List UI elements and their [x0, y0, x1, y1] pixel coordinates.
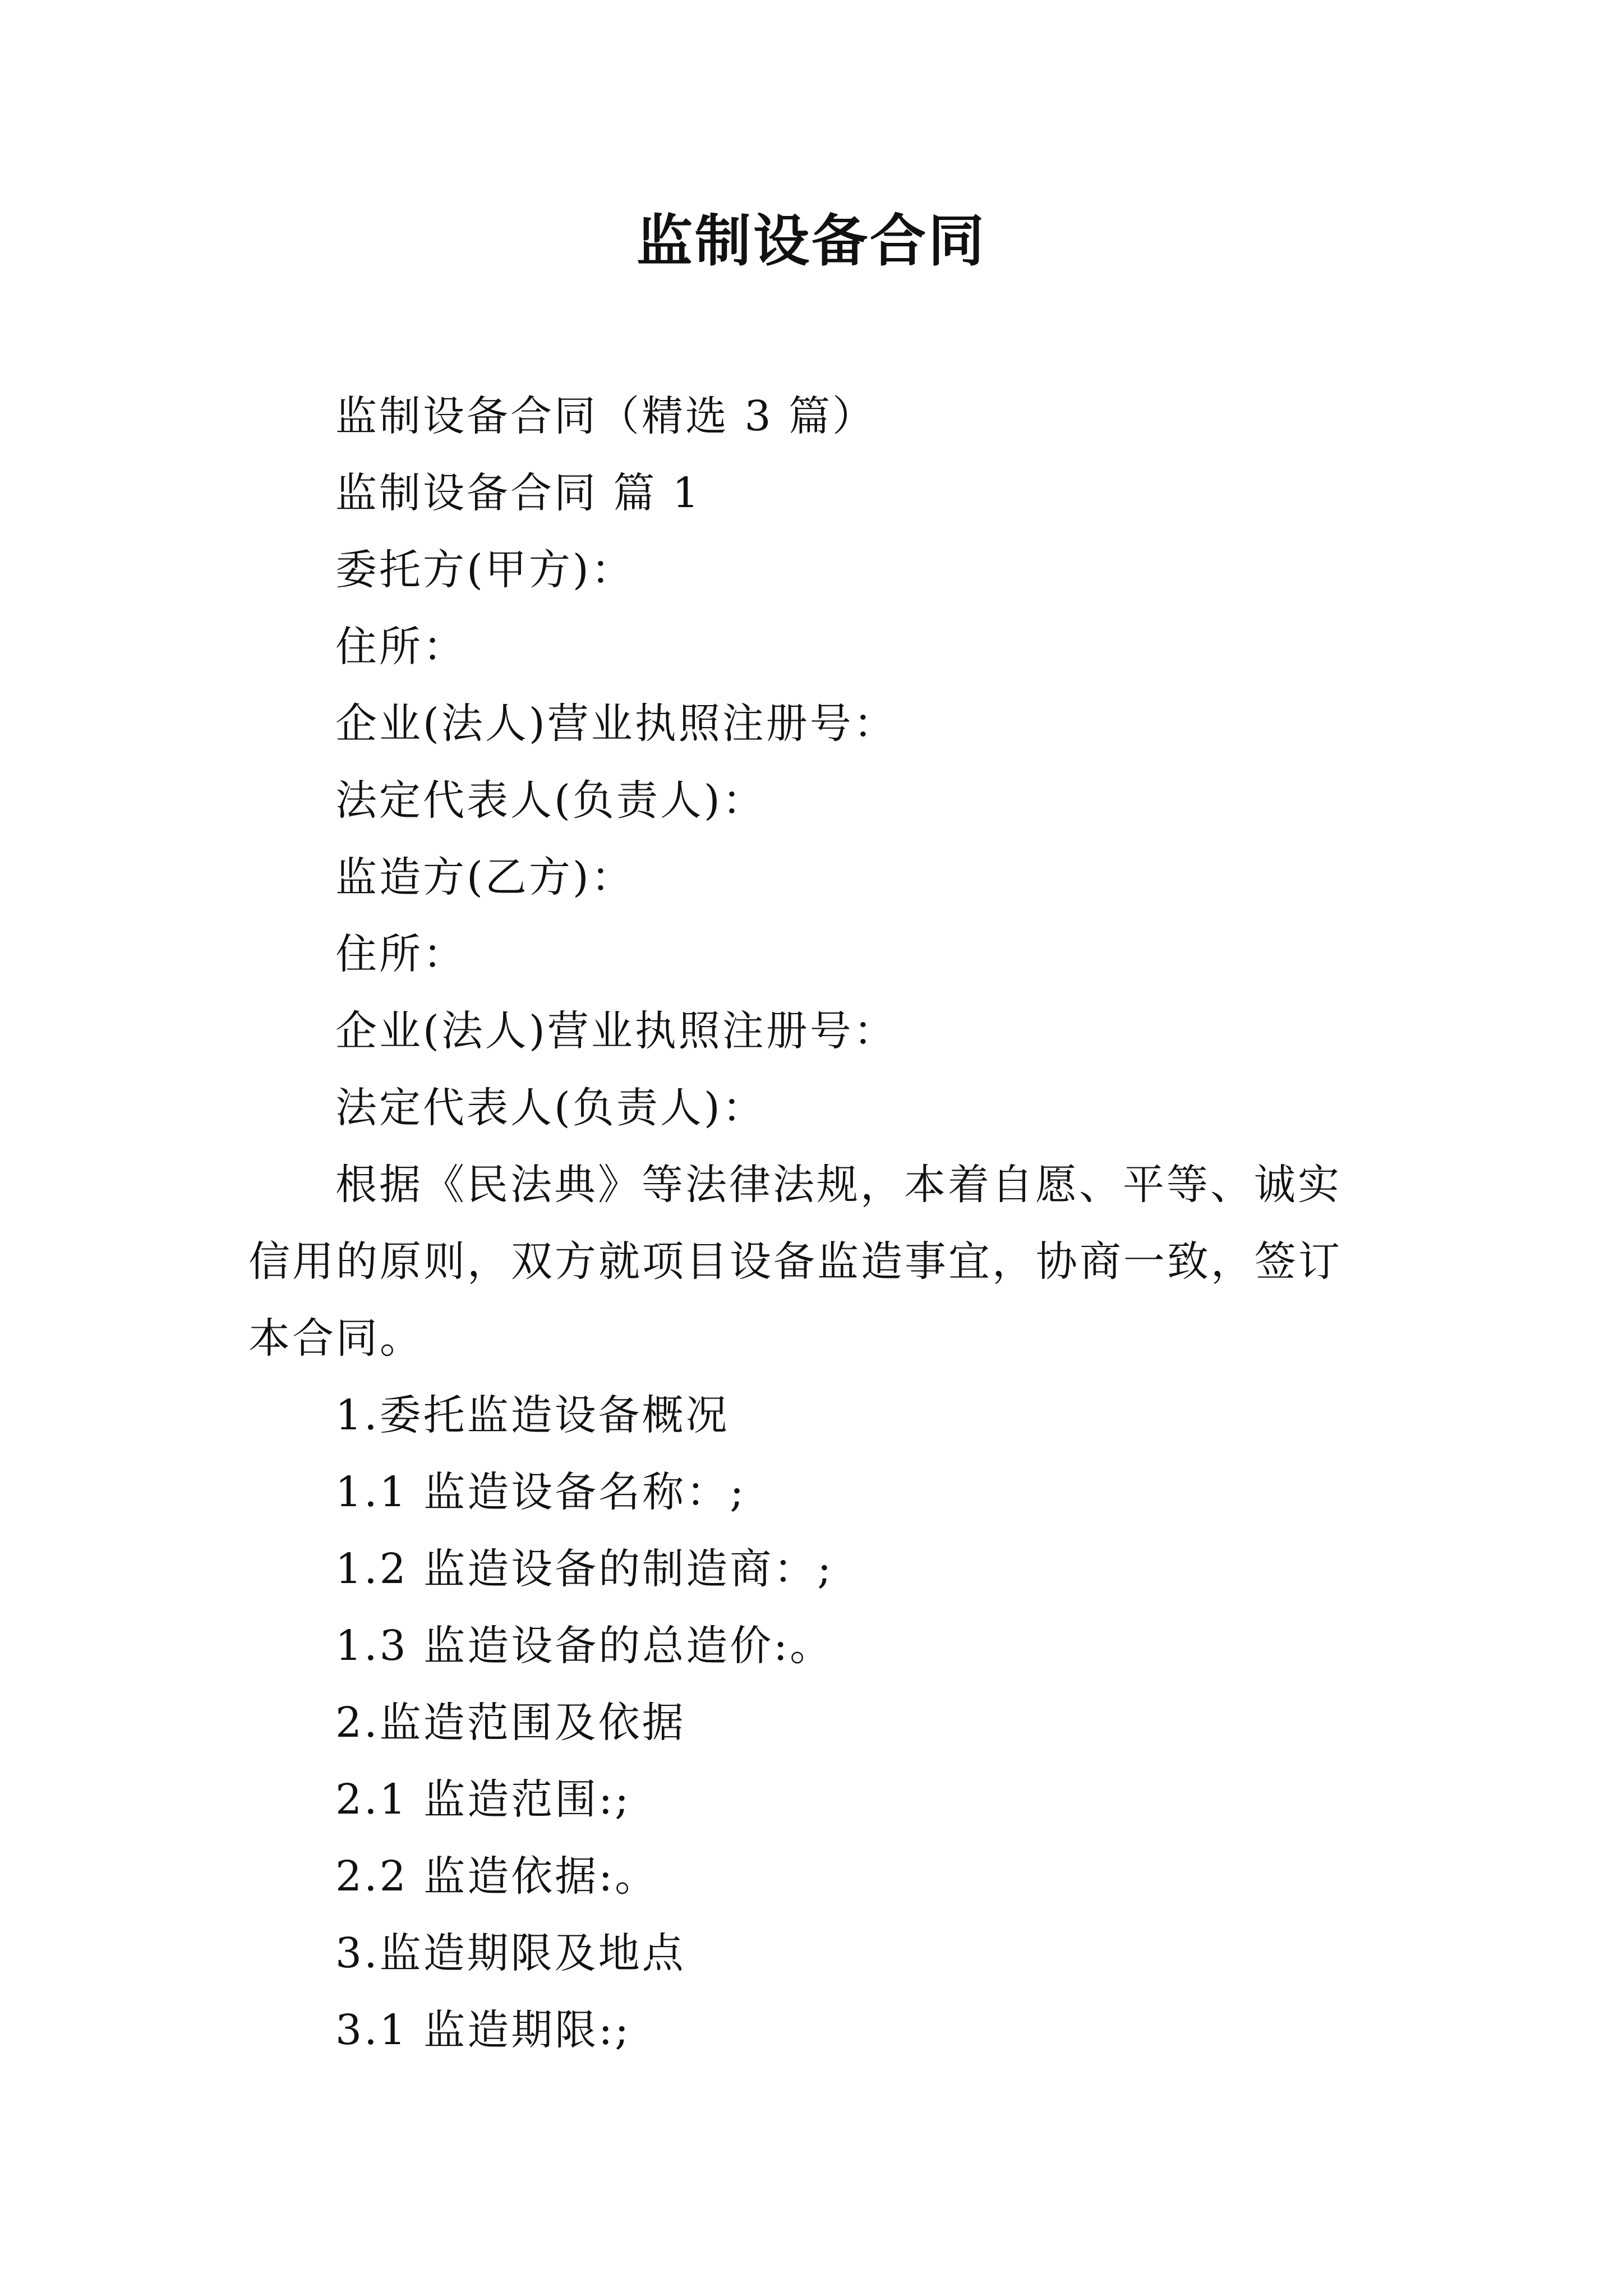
party-b-representative: 法定代表人(负责人)：: [335, 1084, 766, 1132]
section-1-heading: 1.委托监造设备概况: [335, 1391, 730, 1439]
section-1-2: 1.2 监造设备的制造商：;: [335, 1545, 834, 1593]
part-heading: 监制设备合同 篇 1: [335, 469, 702, 517]
party-b-label: 监造方(乙方)：: [335, 853, 635, 901]
party-a-address: 住所：: [335, 623, 467, 671]
party-a-license: 企业(法人)营业执照注册号：: [335, 700, 897, 748]
party-a-representative: 法定代表人(负责人)：: [335, 776, 766, 825]
section-2-heading: 2.监造范围及依据: [335, 1699, 686, 1747]
section-2-1: 2.1 监造范围:;: [335, 1775, 631, 1824]
section-3-heading: 3.监造期限及地点: [335, 1929, 686, 1977]
document-title: 监制设备合同: [637, 208, 986, 274]
section-2-2: 2.2 监造依据:。: [335, 1852, 659, 1901]
party-a-label: 委托方(甲方)：: [335, 546, 635, 594]
section-1-1: 1.1 监造设备名称：;: [335, 1468, 746, 1516]
section-3-1: 3.1 监造期限:;: [335, 2006, 631, 2054]
section-1-3: 1.3 监造设备的总造价:。: [335, 1622, 834, 1670]
party-b-license: 企业(法人)营业执照注册号：: [335, 1007, 897, 1055]
document-body: [248, 378, 1376, 2069]
intro-paragraph: 根据《民法典》等法律法规，本着自愿、平等、诚实信用的原则，双方就项目设备监造事宜，协商一致，签订本合同。: [248, 1161, 1342, 1363]
doc-subtitle: 监制设备合同（精选 3 篇）: [335, 392, 877, 440]
party-b-address: 住所：: [335, 930, 467, 978]
